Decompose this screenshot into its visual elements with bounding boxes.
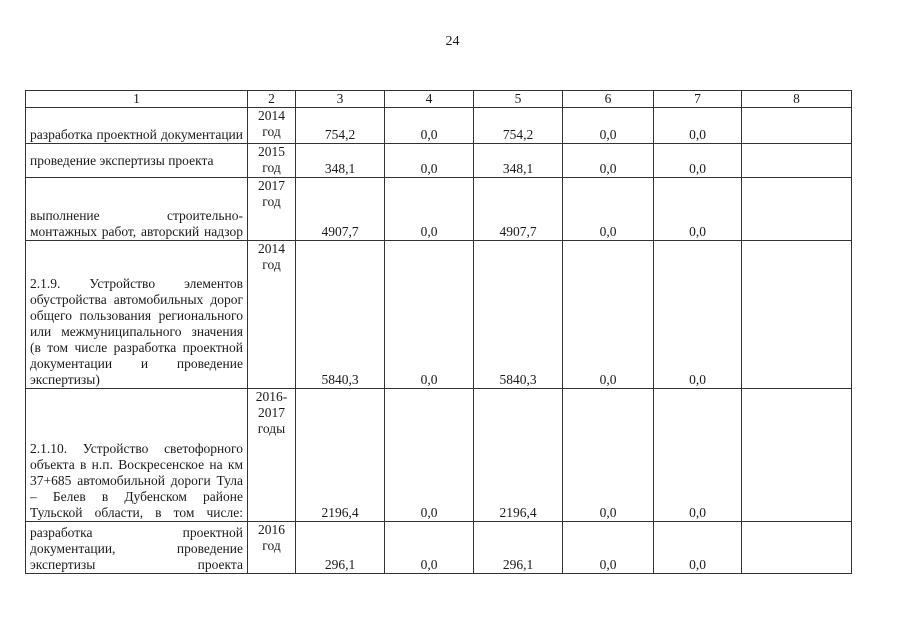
row-value-6: 0,0 bbox=[563, 108, 654, 144]
row-value-3: 754,2 bbox=[296, 108, 385, 144]
table-header-row bbox=[26, 91, 852, 108]
column-header: 1 bbox=[26, 91, 248, 108]
row-name: 2.1.9. Устройство элементов обустройства автомобильных дорог общего пользования регионального или межмуниципального значения (в том числе разработка проектной документации и проведение экспертизы) bbox=[26, 241, 248, 389]
row-value-5: 754,2 bbox=[474, 108, 563, 144]
row-value-5: 2196,4 bbox=[474, 389, 563, 522]
row-value-3: 5840,3 bbox=[296, 241, 385, 389]
row-value-7: 0,0 bbox=[654, 241, 742, 389]
row-value-8 bbox=[742, 389, 852, 522]
row-value-7: 0,0 bbox=[654, 108, 742, 144]
row-value-4: 0,0 bbox=[385, 108, 474, 144]
row-value-6: 0,0 bbox=[563, 144, 654, 178]
row-name: проведение экспертизы проекта bbox=[26, 144, 248, 178]
column-header: 5 bbox=[474, 91, 563, 108]
row-value-8 bbox=[742, 178, 852, 241]
row-value-7: 0,0 bbox=[654, 178, 742, 241]
column-header: 4 bbox=[385, 91, 474, 108]
row-value-6: 0,0 bbox=[563, 522, 654, 574]
row-value-4: 0,0 bbox=[385, 144, 474, 178]
row-value-8 bbox=[742, 108, 852, 144]
row-year: 2014 год bbox=[248, 241, 296, 389]
table-row bbox=[26, 144, 852, 178]
row-value-5: 5840,3 bbox=[474, 241, 563, 389]
row-value-4: 0,0 bbox=[385, 241, 474, 389]
row-value-5: 4907,7 bbox=[474, 178, 563, 241]
row-name: выполнение строительно-монтажных работ, авторский надзор bbox=[26, 178, 248, 241]
row-value-3: 2196,4 bbox=[296, 389, 385, 522]
row-value-6: 0,0 bbox=[563, 178, 654, 241]
row-value-3: 4907,7 bbox=[296, 178, 385, 241]
row-year: 2017 год bbox=[248, 178, 296, 241]
row-year: 2015 год bbox=[248, 144, 296, 178]
row-year: 2016-2017 годы bbox=[248, 389, 296, 522]
column-header: 7 bbox=[654, 91, 742, 108]
row-year: 2014 год bbox=[248, 108, 296, 144]
row-value-6: 0,0 bbox=[563, 241, 654, 389]
row-value-5: 348,1 bbox=[474, 144, 563, 178]
row-value-5: 296,1 bbox=[474, 522, 563, 574]
table-row bbox=[26, 389, 852, 522]
column-header: 8 bbox=[742, 91, 852, 108]
row-value-3: 348,1 bbox=[296, 144, 385, 178]
row-name: разработка проектной документации bbox=[26, 108, 248, 144]
column-header: 3 bbox=[296, 91, 385, 108]
row-value-7: 0,0 bbox=[654, 522, 742, 574]
column-header: 2 bbox=[248, 91, 296, 108]
table-row bbox=[26, 241, 852, 389]
row-value-4: 0,0 bbox=[385, 522, 474, 574]
table-row bbox=[26, 108, 852, 144]
table-row bbox=[26, 522, 852, 574]
row-name: 2.1.10. Устройство светофорного объекта в н.п. Воскресенское на км 37+685 автомобильной дороги Тула – Белев в Дубенском районе Тульской области, в том числе: bbox=[26, 389, 248, 522]
table-row bbox=[26, 178, 852, 241]
column-header: 6 bbox=[563, 91, 654, 108]
page-number: 24 bbox=[445, 34, 460, 49]
row-value-3: 296,1 bbox=[296, 522, 385, 574]
row-value-7: 0,0 bbox=[654, 389, 742, 522]
row-value-8 bbox=[742, 241, 852, 389]
row-value-4: 0,0 bbox=[385, 178, 474, 241]
row-value-6: 0,0 bbox=[563, 389, 654, 522]
row-value-4: 0,0 bbox=[385, 389, 474, 522]
row-value-8 bbox=[742, 144, 852, 178]
row-value-7: 0,0 bbox=[654, 144, 742, 178]
budget-table bbox=[25, 90, 852, 574]
row-value-8 bbox=[742, 522, 852, 574]
row-name: разработка проектной документации, проведение экспертизы проекта bbox=[26, 522, 248, 574]
row-year: 2016 год bbox=[248, 522, 296, 574]
